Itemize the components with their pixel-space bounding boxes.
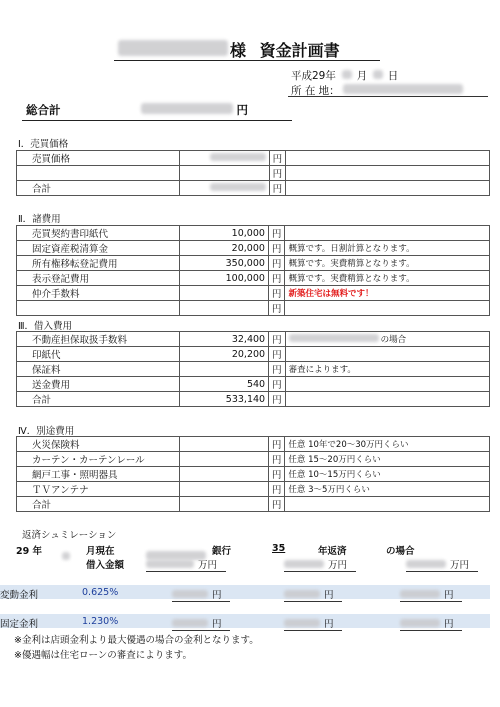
sim-years-value: 35 — [272, 543, 286, 554]
row-label: 不動産担保取扱手数料 — [17, 332, 180, 347]
row-label: カーテン・カーテンレール — [17, 452, 180, 467]
month-redacted — [342, 70, 352, 79]
table-row — [17, 332, 490, 347]
customer-name-redacted — [118, 40, 228, 60]
preferential-note: ※優遇幅は住宅ローンの審査によります。 — [14, 650, 193, 661]
table-row — [17, 181, 490, 196]
table-row — [17, 256, 490, 271]
title-underline — [114, 60, 380, 61]
table-row — [17, 347, 490, 362]
row-unit: 円 — [268, 497, 285, 512]
row-unit: 円 — [269, 392, 286, 407]
row-label: 表示登記費用 — [17, 271, 180, 286]
simulation-heading: 返済シュミレーション — [22, 530, 117, 541]
day-redacted — [373, 70, 383, 79]
expenses-table — [16, 225, 490, 316]
section-expenses-heading: Ⅱ．諸費用 — [18, 214, 61, 225]
row-amount: 32,400 — [179, 332, 268, 347]
grand-total-unit: 円 — [236, 103, 249, 117]
row-unit: 円 — [269, 362, 286, 377]
sim-case-label: の場合 — [386, 546, 415, 557]
address-underline — [288, 96, 488, 97]
row-unit: 円 — [269, 181, 286, 196]
address-label: 所 在 地： — [291, 85, 340, 97]
sale-price-table — [16, 150, 490, 196]
table-row — [17, 286, 490, 301]
row-label: 火災保険料 — [17, 437, 180, 452]
bank-name-redacted — [289, 334, 379, 342]
row-note: 任意 15～20万円くらい — [285, 452, 490, 467]
sim-as-of: 月現在 — [86, 546, 115, 557]
row-unit: 円 — [269, 166, 286, 181]
row-amount: 350,000 — [179, 256, 268, 271]
row-unit: 円 — [269, 377, 286, 392]
fixed-payment-1: 円 — [172, 616, 230, 631]
fixed-rate-label: 固定金利 — [0, 619, 39, 630]
loan-amount-3: 万円 — [406, 557, 478, 572]
loan-amount-1: 万円 — [146, 557, 226, 572]
row-unit: 円 — [268, 437, 285, 452]
row-amount — [179, 286, 268, 301]
free-commission-note: 新築住宅は無料です！ — [285, 286, 490, 301]
row-label: 印紙代 — [17, 347, 180, 362]
table-row — [17, 166, 490, 181]
address-redacted — [343, 84, 463, 94]
row-unit: 円 — [269, 347, 286, 362]
variable-rate-value: 0.625% — [82, 587, 119, 598]
grand-total-underline — [22, 120, 292, 121]
sim-bank: 銀行 — [212, 546, 232, 557]
row-unit: 円 — [268, 482, 285, 497]
row-note: 概算です。日割計算となります。 — [285, 241, 490, 256]
row-unit: 円 — [268, 467, 285, 482]
row-label: 保証料 — [17, 362, 180, 377]
row-unit: 円 — [269, 151, 286, 166]
table-row — [17, 362, 490, 377]
row-note: 審査によります。 — [285, 362, 489, 377]
row-label: 合計 — [17, 181, 180, 196]
row-unit: 円 — [268, 286, 285, 301]
table-row — [17, 241, 490, 256]
row-amount: 100,000 — [179, 271, 268, 286]
fixed-rate-value: 1.230% — [82, 616, 119, 627]
row-label: 所有権移転登記費用 — [17, 256, 180, 271]
table-row — [17, 377, 490, 392]
row-unit: 円 — [268, 256, 285, 271]
row-label: 網戸工事・照明器具 — [17, 467, 180, 482]
row-label: 合計 — [17, 497, 180, 512]
section-loan-costs-heading: Ⅲ．借入費用 — [18, 321, 73, 332]
variable-payment-3: 円 — [400, 587, 462, 602]
amount-redacted — [179, 151, 269, 166]
row-note: 任意 3～5万円くらい — [285, 482, 490, 497]
section-sale-heading: Ⅰ．売買価格 — [18, 139, 69, 150]
table-row — [17, 392, 490, 407]
simulation-conditions — [4, 543, 42, 557]
row-unit: 円 — [268, 226, 285, 241]
table-row — [17, 301, 490, 316]
sim-year: 29 — [16, 546, 30, 557]
table-row — [17, 151, 490, 166]
variable-payment-2: 円 — [284, 587, 342, 602]
interest-note: ※金利は店頭金利より最大優遇の場合の金利となります。 — [14, 635, 259, 646]
table-row — [17, 452, 490, 467]
grand-total-label: 総合計 — [26, 103, 61, 117]
date-line — [291, 68, 398, 83]
table-row — [17, 482, 490, 497]
row-unit: 円 — [268, 271, 285, 286]
loan-amount-2: 万円 — [284, 557, 356, 572]
row-amount: 10,000 — [179, 226, 268, 241]
fixed-payment-3: 円 — [400, 616, 462, 631]
section-other-costs-heading: Ⅳ．別途費用 — [18, 426, 75, 437]
table-row — [17, 497, 490, 512]
row-note — [285, 226, 490, 241]
row-note: 任意 10年で20～30万円くらい — [285, 437, 490, 452]
date-day: 日 — [387, 70, 399, 82]
row-label: 固定資産税清算金 — [17, 241, 180, 256]
row-note: 概算です。実費精算となります。 — [285, 271, 490, 286]
date-era: 平成29年 — [291, 70, 336, 82]
variable-rate-label: 変動金利 — [0, 590, 39, 601]
date-month: 月 — [356, 70, 368, 82]
row-note: 概算です。実費精算となります。 — [285, 256, 490, 271]
grand-total-amount-redacted — [141, 103, 233, 114]
row-label: 売買価格 — [17, 151, 180, 166]
row-unit: 円 — [268, 241, 285, 256]
row-note-case: の場合 — [285, 332, 489, 347]
sim-year-unit: 年 — [32, 546, 43, 557]
amount-redacted — [179, 181, 269, 196]
sim-month-redacted — [62, 545, 70, 564]
row-label: ＴＶアンテナ — [17, 482, 180, 497]
row-amount — [179, 362, 268, 377]
row-label: 売買契約書印紙代 — [17, 226, 180, 241]
row-label: 送金費用 — [17, 377, 180, 392]
title-suffix: 様 — [230, 41, 247, 60]
loan-costs-table — [16, 331, 490, 407]
table-row — [17, 467, 490, 482]
row-amount: 540 — [179, 377, 268, 392]
sim-years-label: 年返済 — [318, 546, 347, 557]
row-label: 仲介手数料 — [17, 286, 180, 301]
variable-payment-1: 円 — [172, 587, 230, 602]
document-title — [230, 38, 340, 61]
other-costs-table — [16, 436, 490, 512]
fixed-payment-2: 円 — [284, 616, 342, 631]
table-row — [17, 437, 490, 452]
table-row — [17, 271, 490, 286]
row-unit: 円 — [268, 301, 285, 316]
table-row — [17, 226, 490, 241]
row-amount: 20,000 — [179, 241, 268, 256]
loan-amount-label: 借入金額 — [86, 560, 125, 571]
title-text: 資金計画書 — [259, 41, 340, 60]
row-amount: 20,200 — [179, 347, 268, 362]
grand-total — [26, 102, 248, 118]
row-unit: 円 — [269, 332, 286, 347]
row-amount: 533,140 — [179, 392, 268, 407]
row-label: 合計 — [17, 392, 180, 407]
row-note: 任意 10～15万円くらい — [285, 467, 490, 482]
row-unit: 円 — [268, 452, 285, 467]
